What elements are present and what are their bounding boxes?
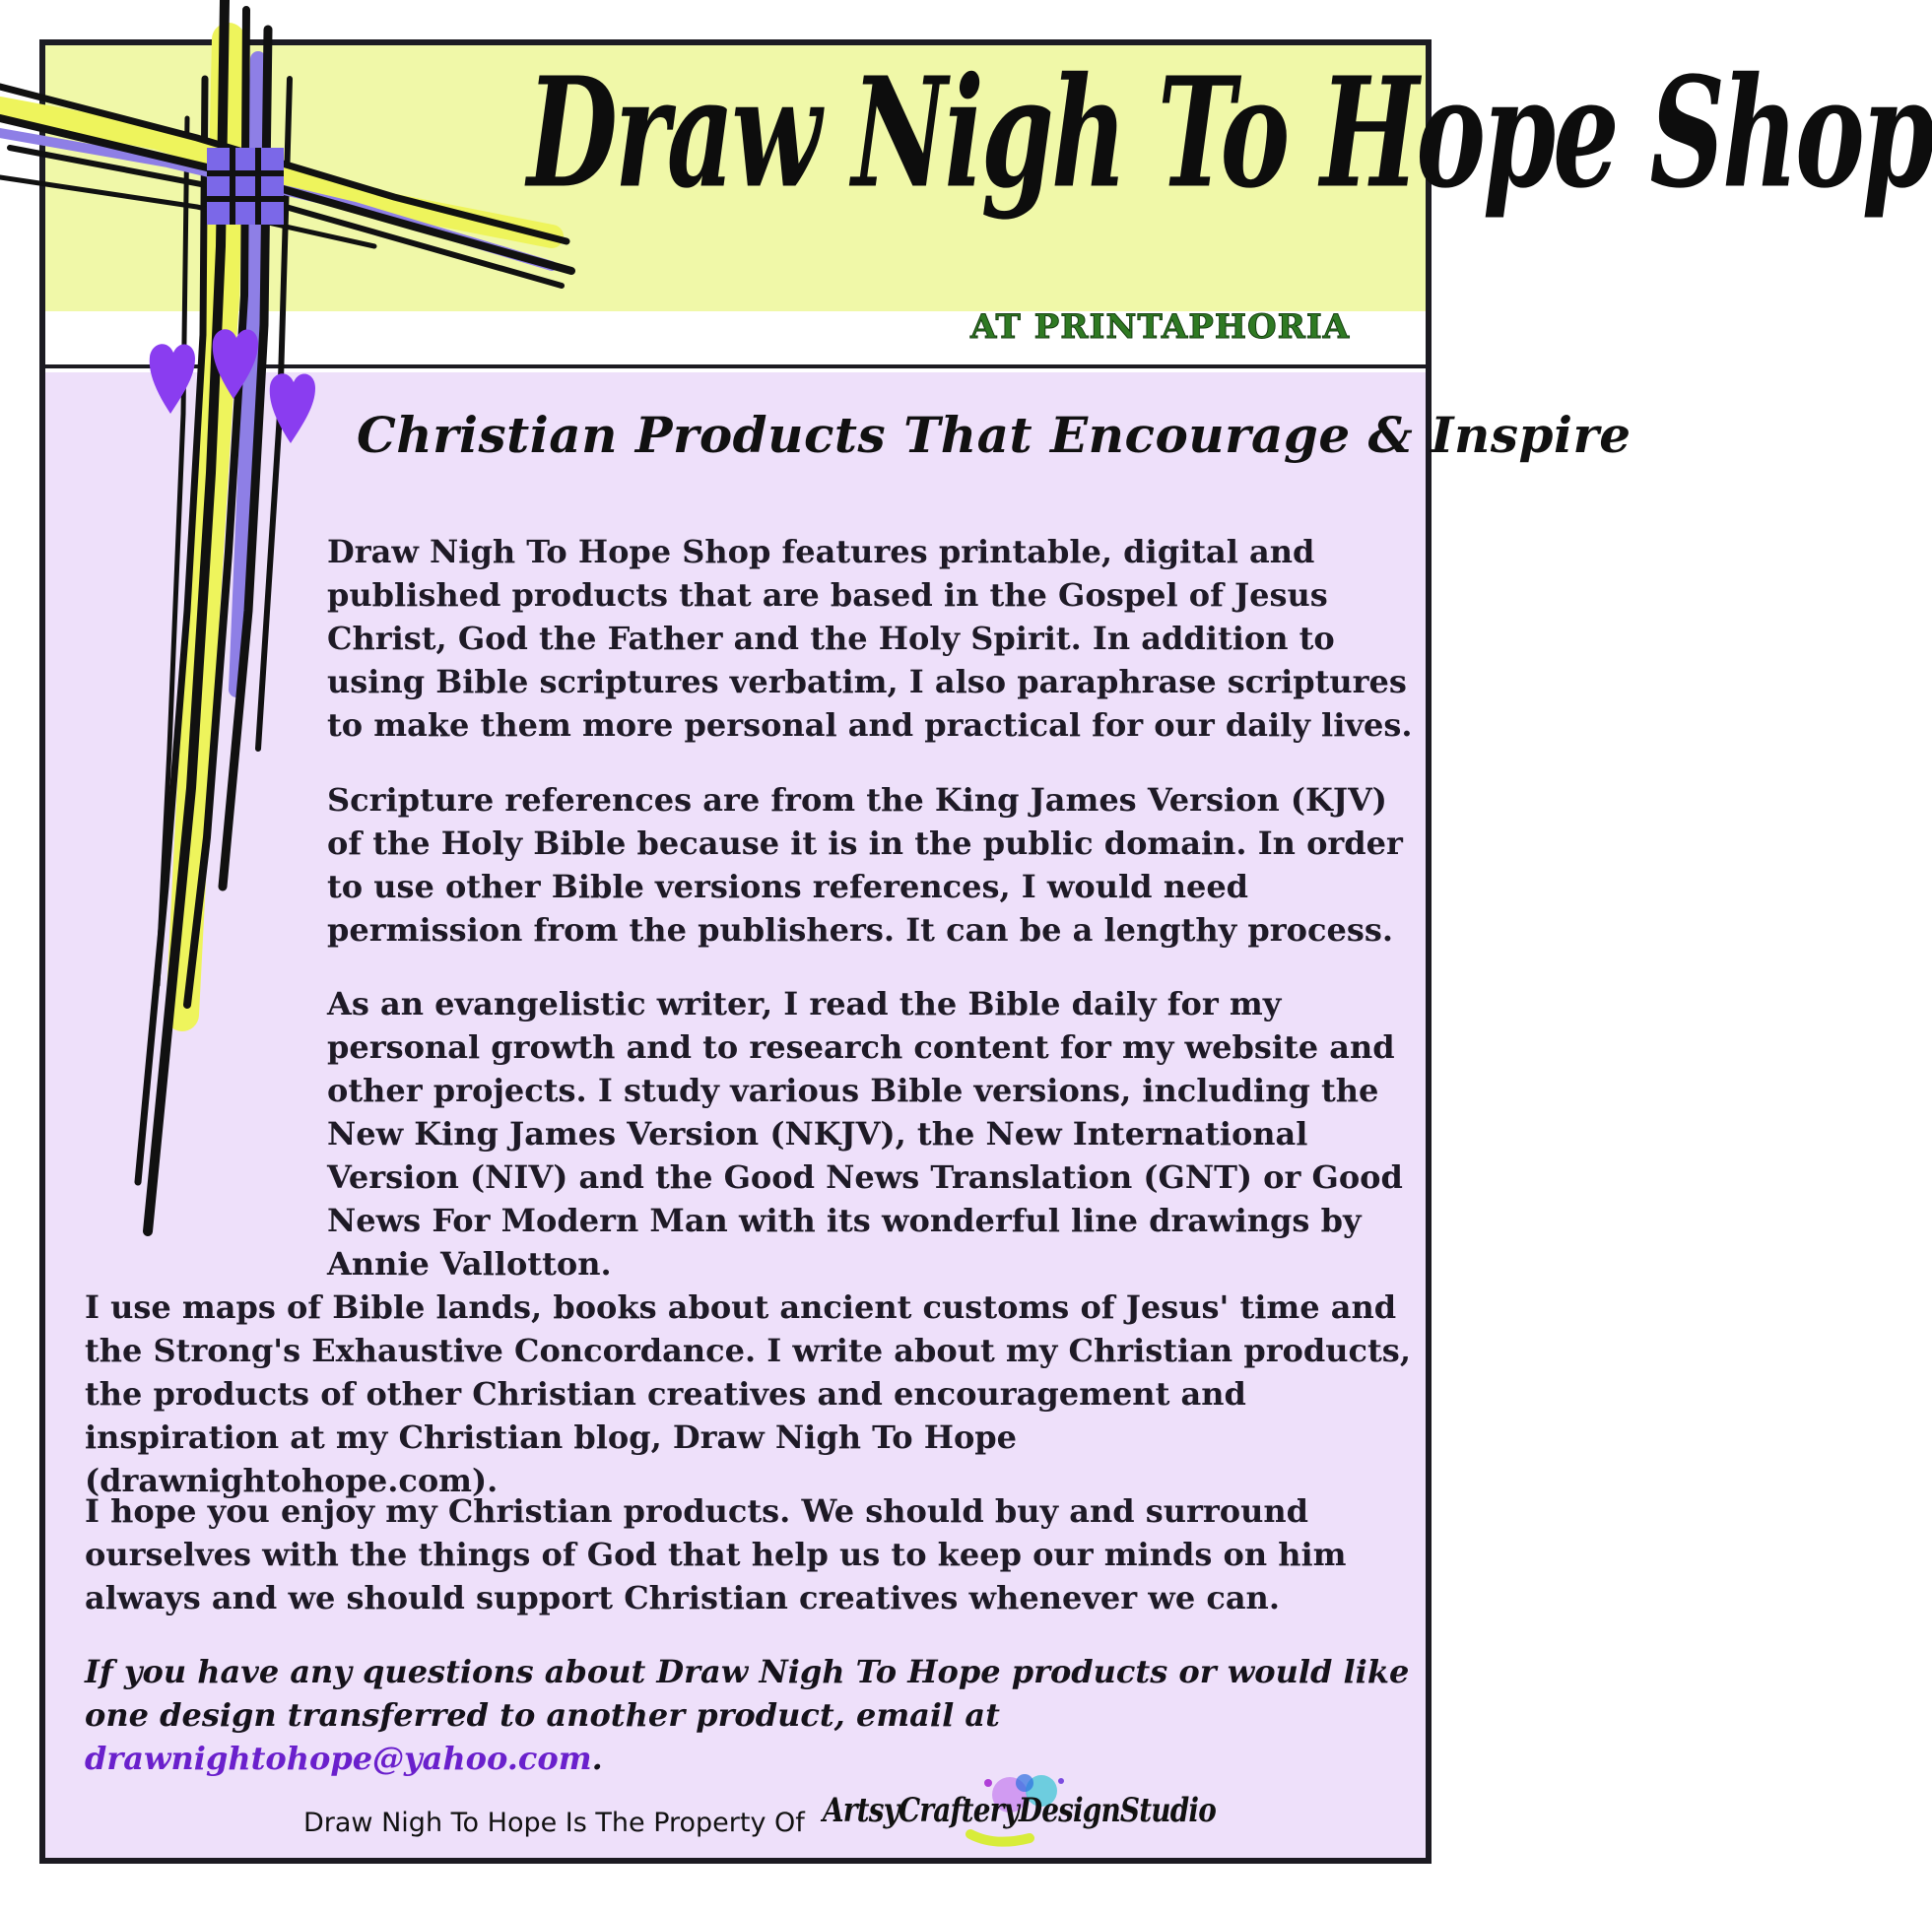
shop-subtitle: AT PRINTAPHORIA bbox=[970, 307, 1351, 347]
paragraph-contact bbox=[85, 1650, 1420, 1780]
contact-end: . bbox=[591, 1740, 603, 1777]
footer-text: Draw Nigh To Hope Is The Property Of bbox=[303, 1808, 805, 1838]
contact-text: If you have any questions about Draw Nigh To Hope products or would like one design transferred to another product, email at bbox=[85, 1653, 1410, 1734]
paragraph-resources: I use maps of Bible lands, books about ancient customs of Jesus' time and the Strong's Exhaustive Concordance. I write about my Christian products, the products of other Christian creatives and encouragement and inspiration at my Christian blog, Draw Nigh To Hope (drawnightohope.com). bbox=[85, 1288, 1411, 1499]
studio-logo-text: ArtsyCrafteryDesignStudio bbox=[823, 1791, 1216, 1830]
paragraph-bible-study: As an evangelistic writer, I read the Bible daily for my personal growth and to research content for my website and other projects. I study various Bible versions, including the New King James Version (NKJV), the New International Version (NIV) and the Good News Translation (GNT) or Good News For Modern Man with its wonderful line drawings by Annie Vallotton. bbox=[327, 985, 1403, 1283]
shop-title: Draw Nigh To Hope Shop bbox=[527, 42, 1932, 222]
paragraph-enjoy: I hope you enjoy my Christian products. We should buy and surround ourselves with the things of God that help us to keep our minds on him always and we should support Christian creatives whenever we can. bbox=[85, 1492, 1347, 1616]
studio-logo bbox=[823, 1773, 1216, 1852]
tagline: Christian Products That Encourage & Inspire bbox=[357, 406, 1632, 464]
paragraph-scripture-references: Scripture references are from the King James Version (KJV) of the Holy Bible because it is in the public domain. In order to use other Bible versions references, I would need permission from the publishers. It can be a lengthy process. bbox=[327, 781, 1403, 949]
heart-icon bbox=[150, 344, 195, 414]
email-link[interactable]: drawnightohope@yahoo.com bbox=[85, 1740, 592, 1777]
paragraph-intro: Draw Nigh To Hope Shop features printable, digital and published products that are based in the Gospel of Jesus Christ, God the Father and the Holy Spirit. In addition to using Bible scriptures verbatim, I also paraphrase scriptures to make them more personal and practical for our daily lives. bbox=[327, 533, 1413, 744]
